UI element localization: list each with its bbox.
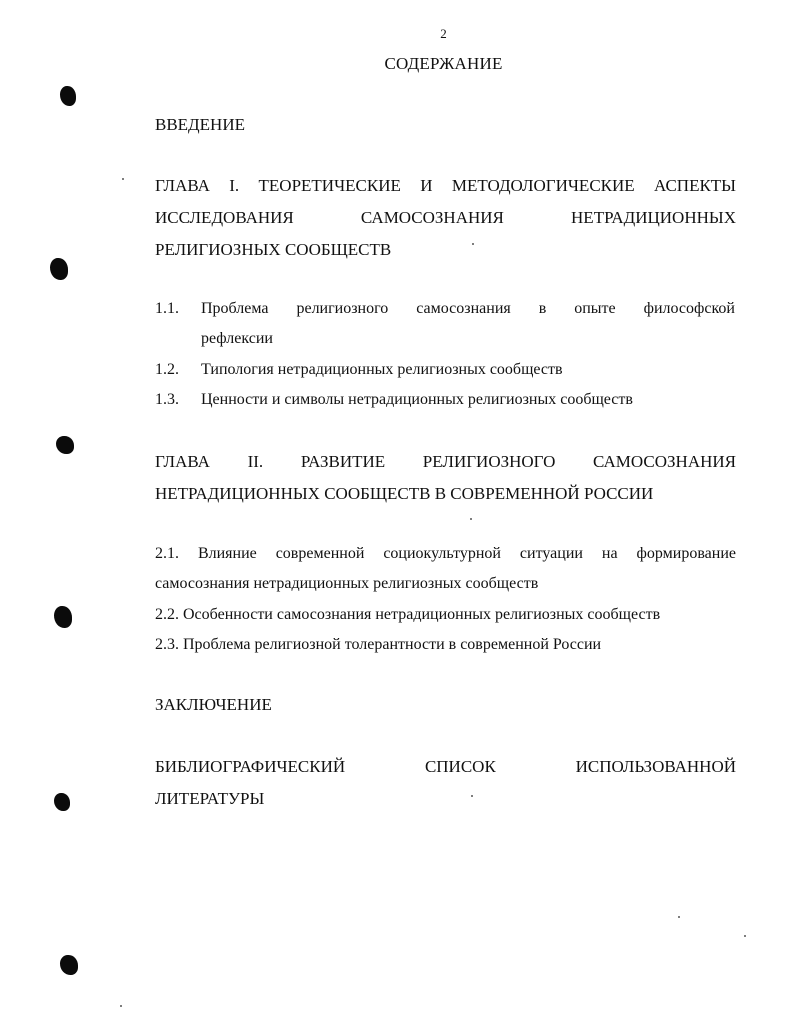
scan-speck (678, 916, 680, 918)
section-title-line: рефлексии (201, 330, 273, 347)
scan-blot (54, 606, 72, 628)
section-title-line: 2.1. Влияние современной социокультурной ситуации на формирование (155, 545, 736, 562)
toc-conclusion: ЗАКЛЮЧЕНИЕ (155, 695, 272, 714)
scan-blot (56, 436, 74, 454)
chapter-2-line: ГЛАВА II. РАЗВИТИЕ РЕЛИГИОЗНОГО САМОСОЗНАНИЯ (155, 452, 736, 471)
toc-section-1-2 (155, 355, 735, 385)
chapter-2-line: НЕТРАДИЦИОННЫХ СООБЩЕСТВ В СОВРЕМЕННОЙ РОССИИ (155, 484, 654, 503)
scan-blot (60, 86, 76, 106)
toc-section-1-3 (155, 385, 735, 415)
scan-speck (470, 518, 472, 520)
section-title-line: Проблема религиозного самосознания в опыте философской (201, 300, 735, 317)
section-title-line: Типология нетрадиционных религиозных сообществ (201, 361, 563, 378)
section-number: 1.2. (155, 361, 179, 378)
section-number: 1.1. (155, 300, 179, 317)
toc-section-1-1 (155, 294, 735, 354)
page-title: СОДЕРЖАНИЕ (384, 54, 503, 73)
section-title-line: самосознания нетрадиционных религиозных сообществ (155, 575, 539, 592)
chapter-1-line: РЕЛИГИОЗНЫХ СООБЩЕСТВ (155, 240, 392, 259)
section-title-line: 2.3. Проблема религиозной толерантности в современной России (155, 636, 602, 653)
scan-blot (54, 793, 70, 811)
scan-speck (744, 935, 746, 937)
section-number: 1.3. (155, 391, 179, 408)
scan-blot (60, 955, 78, 975)
toc-bibliography (155, 751, 736, 815)
toc-section-2-1 (155, 539, 736, 599)
toc-section-2-3 (155, 630, 736, 660)
toc-intro: ВВЕДЕНИЕ (155, 115, 245, 134)
scan-speck (122, 178, 124, 180)
section-title-line: Ценности и символы нетрадиционных религиозных сообществ (201, 391, 633, 408)
scan-blot (50, 258, 68, 280)
section-title-line: 2.2. Особенности самосознания нетрадиционных религиозных сообществ (155, 606, 661, 623)
toc-chapter-2 (155, 446, 736, 510)
toc-section-2-2 (155, 600, 736, 630)
page-number: 2 (440, 26, 447, 41)
chapter-1-line: ИССЛЕДОВАНИЯ САМОСОЗНАНИЯ НЕТРАДИЦИОННЫХ (155, 208, 736, 227)
scan-speck (120, 1005, 122, 1007)
bibliography-line: ЛИТЕРАТУРЫ (155, 789, 265, 808)
chapter-1-line: ГЛАВА I. ТЕОРЕТИЧЕСКИЕ И МЕТОДОЛОГИЧЕСКИЕ АСПЕКТЫ (155, 176, 736, 195)
toc-chapter-1 (155, 170, 736, 266)
bibliography-line: БИБЛИОГРАФИЧЕСКИЙ СПИСОК ИСПОЛЬЗОВАННОЙ (155, 757, 736, 776)
